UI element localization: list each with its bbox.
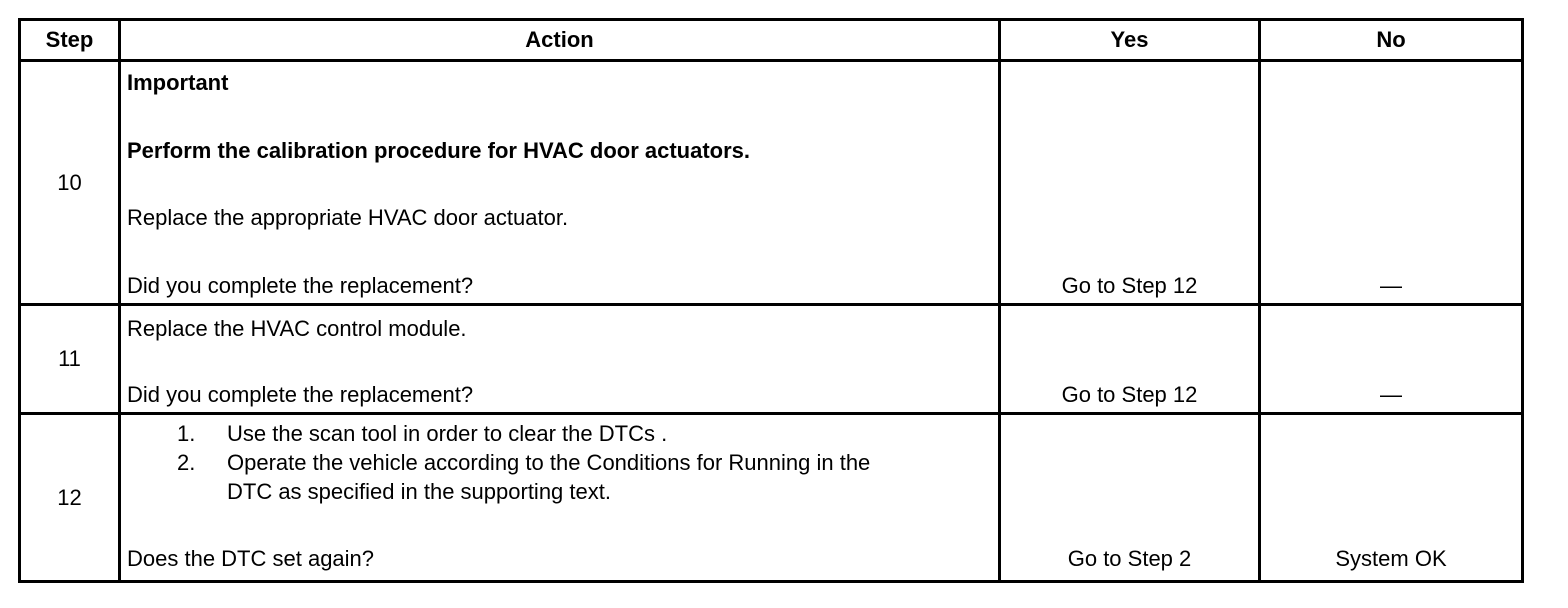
yes-cell	[1000, 414, 1260, 582]
list-number: 1.	[177, 421, 196, 447]
header-yes: Yes	[1000, 20, 1260, 61]
yes-result: Go to Step 12	[1061, 273, 1198, 299]
no-result: —	[1380, 382, 1402, 408]
list-item	[121, 419, 870, 448]
no-cell	[1260, 305, 1523, 414]
table-row	[20, 61, 1523, 305]
important-label: Important	[127, 70, 229, 96]
action-cell	[120, 414, 1000, 582]
step-number: 10	[20, 61, 120, 305]
no-cell	[1260, 414, 1523, 582]
action-question: Did you complete the replacement?	[127, 273, 474, 299]
list-text: Operate the vehicle according to the Conditions for Running in the	[227, 450, 871, 476]
action-question: Does the DTC set again?	[127, 546, 375, 572]
action-instruction: Replace the appropriate HVAC door actuator.	[127, 205, 569, 231]
list-text-continued: DTC as specified in the supporting text.	[227, 479, 611, 505]
list-number: 2.	[177, 450, 196, 476]
step-number: 12	[20, 414, 120, 582]
list-item	[121, 448, 870, 506]
important-note: Perform the calibration procedure for HVAC door actuators.	[127, 138, 751, 164]
yes-cell	[1000, 305, 1260, 414]
procedure-list	[121, 419, 870, 506]
no-cell	[1260, 61, 1523, 305]
list-text: Use the scan tool in order to clear the DTCs .	[227, 421, 668, 447]
table-row	[20, 305, 1523, 414]
header-row	[20, 20, 1523, 61]
yes-cell	[1000, 61, 1260, 305]
header-no: No	[1260, 20, 1523, 61]
no-result: —	[1380, 273, 1402, 299]
table-row	[20, 414, 1523, 582]
step-number: 11	[20, 305, 120, 414]
action-cell	[120, 305, 1000, 414]
action-instruction: Replace the HVAC control module.	[127, 316, 467, 342]
header-action: Action	[120, 20, 1000, 61]
action-question: Did you complete the replacement?	[127, 382, 474, 408]
header-step: Step	[20, 20, 120, 61]
action-cell	[120, 61, 1000, 305]
diagnostic-table	[18, 18, 1524, 583]
yes-result: Go to Step 12	[1061, 382, 1198, 408]
no-result: System OK	[1335, 546, 1447, 572]
yes-result: Go to Step 2	[1067, 546, 1192, 572]
